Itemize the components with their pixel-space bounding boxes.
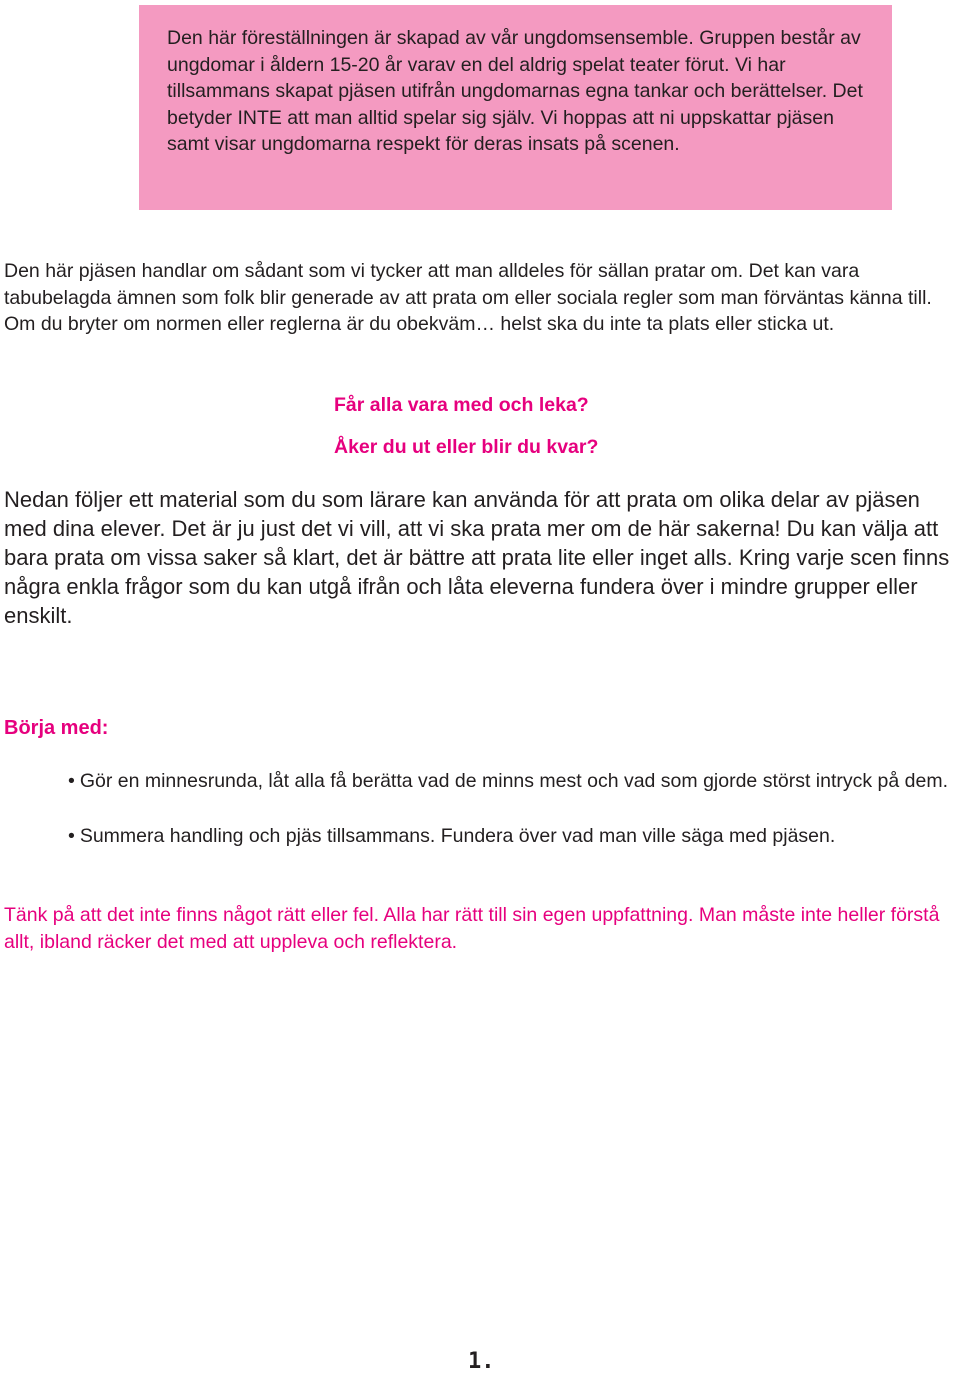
question-2: Åker du ut eller blir du kvar? bbox=[334, 436, 599, 458]
ensemble-info-box bbox=[139, 5, 892, 210]
list-item-text: Summera handling och pjäs tillsammans. Fundera över vad man ville säga med pjäsen. bbox=[79, 824, 836, 847]
question-1: Får alla vara med och leka? bbox=[334, 394, 589, 416]
reflection-note: Tänk på att det inte finns något rätt eller fel. Alla har rätt till sin egen uppfattning. Man måste inte heller förstå allt, ibland räcker det med att uppleva och reflektera. bbox=[4, 904, 940, 953]
intro-paragraph: Den här pjäsen handlar om sådant som vi tycker att man alldeles för sällan pratar om. Det kan vara tabubelagda ämnen som folk blir generade av att prata om eller sociala regler som man förväntas känna till. Om du bryter om normen eller reglerna är du obekväm… helst ska du inte ta plats eller sticka ut. bbox=[4, 260, 932, 336]
teacher-guide-paragraph: Nedan följer ett material som du som lärare kan använda för att prata om olika delar av pjäsen med dina elever. Det är ju just det vi vill, att vi ska prata mer om de här sakerna! Du kan välja att bara prata om vissa saker så klart, det är bättre att prata lite eller inget alls. Kring varje scen finns några enkla frågor som du kan utgå ifrån och låta eleverna fundera över i mindre grupper eller enskilt. bbox=[4, 487, 950, 628]
ensemble-info-text: Den här föreställningen är skapad av vår ungdomsensemble. Gruppen består av ungdomar i åldern 15-20 år varav en del aldrig spelat teater förut. Vi har tillsammans skapat pjäsen utifrån ungdomarnas egna tankar och berättelser. Det betyder INTE att man alltid spelar sig själv. Vi hoppas att ni uppskattar pjäsen samt visar ungdomarna respekt för deras insats på scenen. bbox=[167, 27, 863, 156]
bullet-icon: • bbox=[68, 770, 75, 792]
list-item-text: Gör en minnesrunda, låt alla få berätta vad de minns mest och vad som gjorde störst intryck på dem. bbox=[79, 770, 948, 792]
start-activities-list bbox=[68, 768, 960, 849]
page-number: 1. bbox=[468, 1349, 495, 1374]
list-item bbox=[68, 823, 960, 850]
list-item bbox=[68, 768, 960, 795]
section-heading-start: Börja med: bbox=[4, 717, 109, 739]
bullet-icon: • bbox=[68, 824, 75, 847]
